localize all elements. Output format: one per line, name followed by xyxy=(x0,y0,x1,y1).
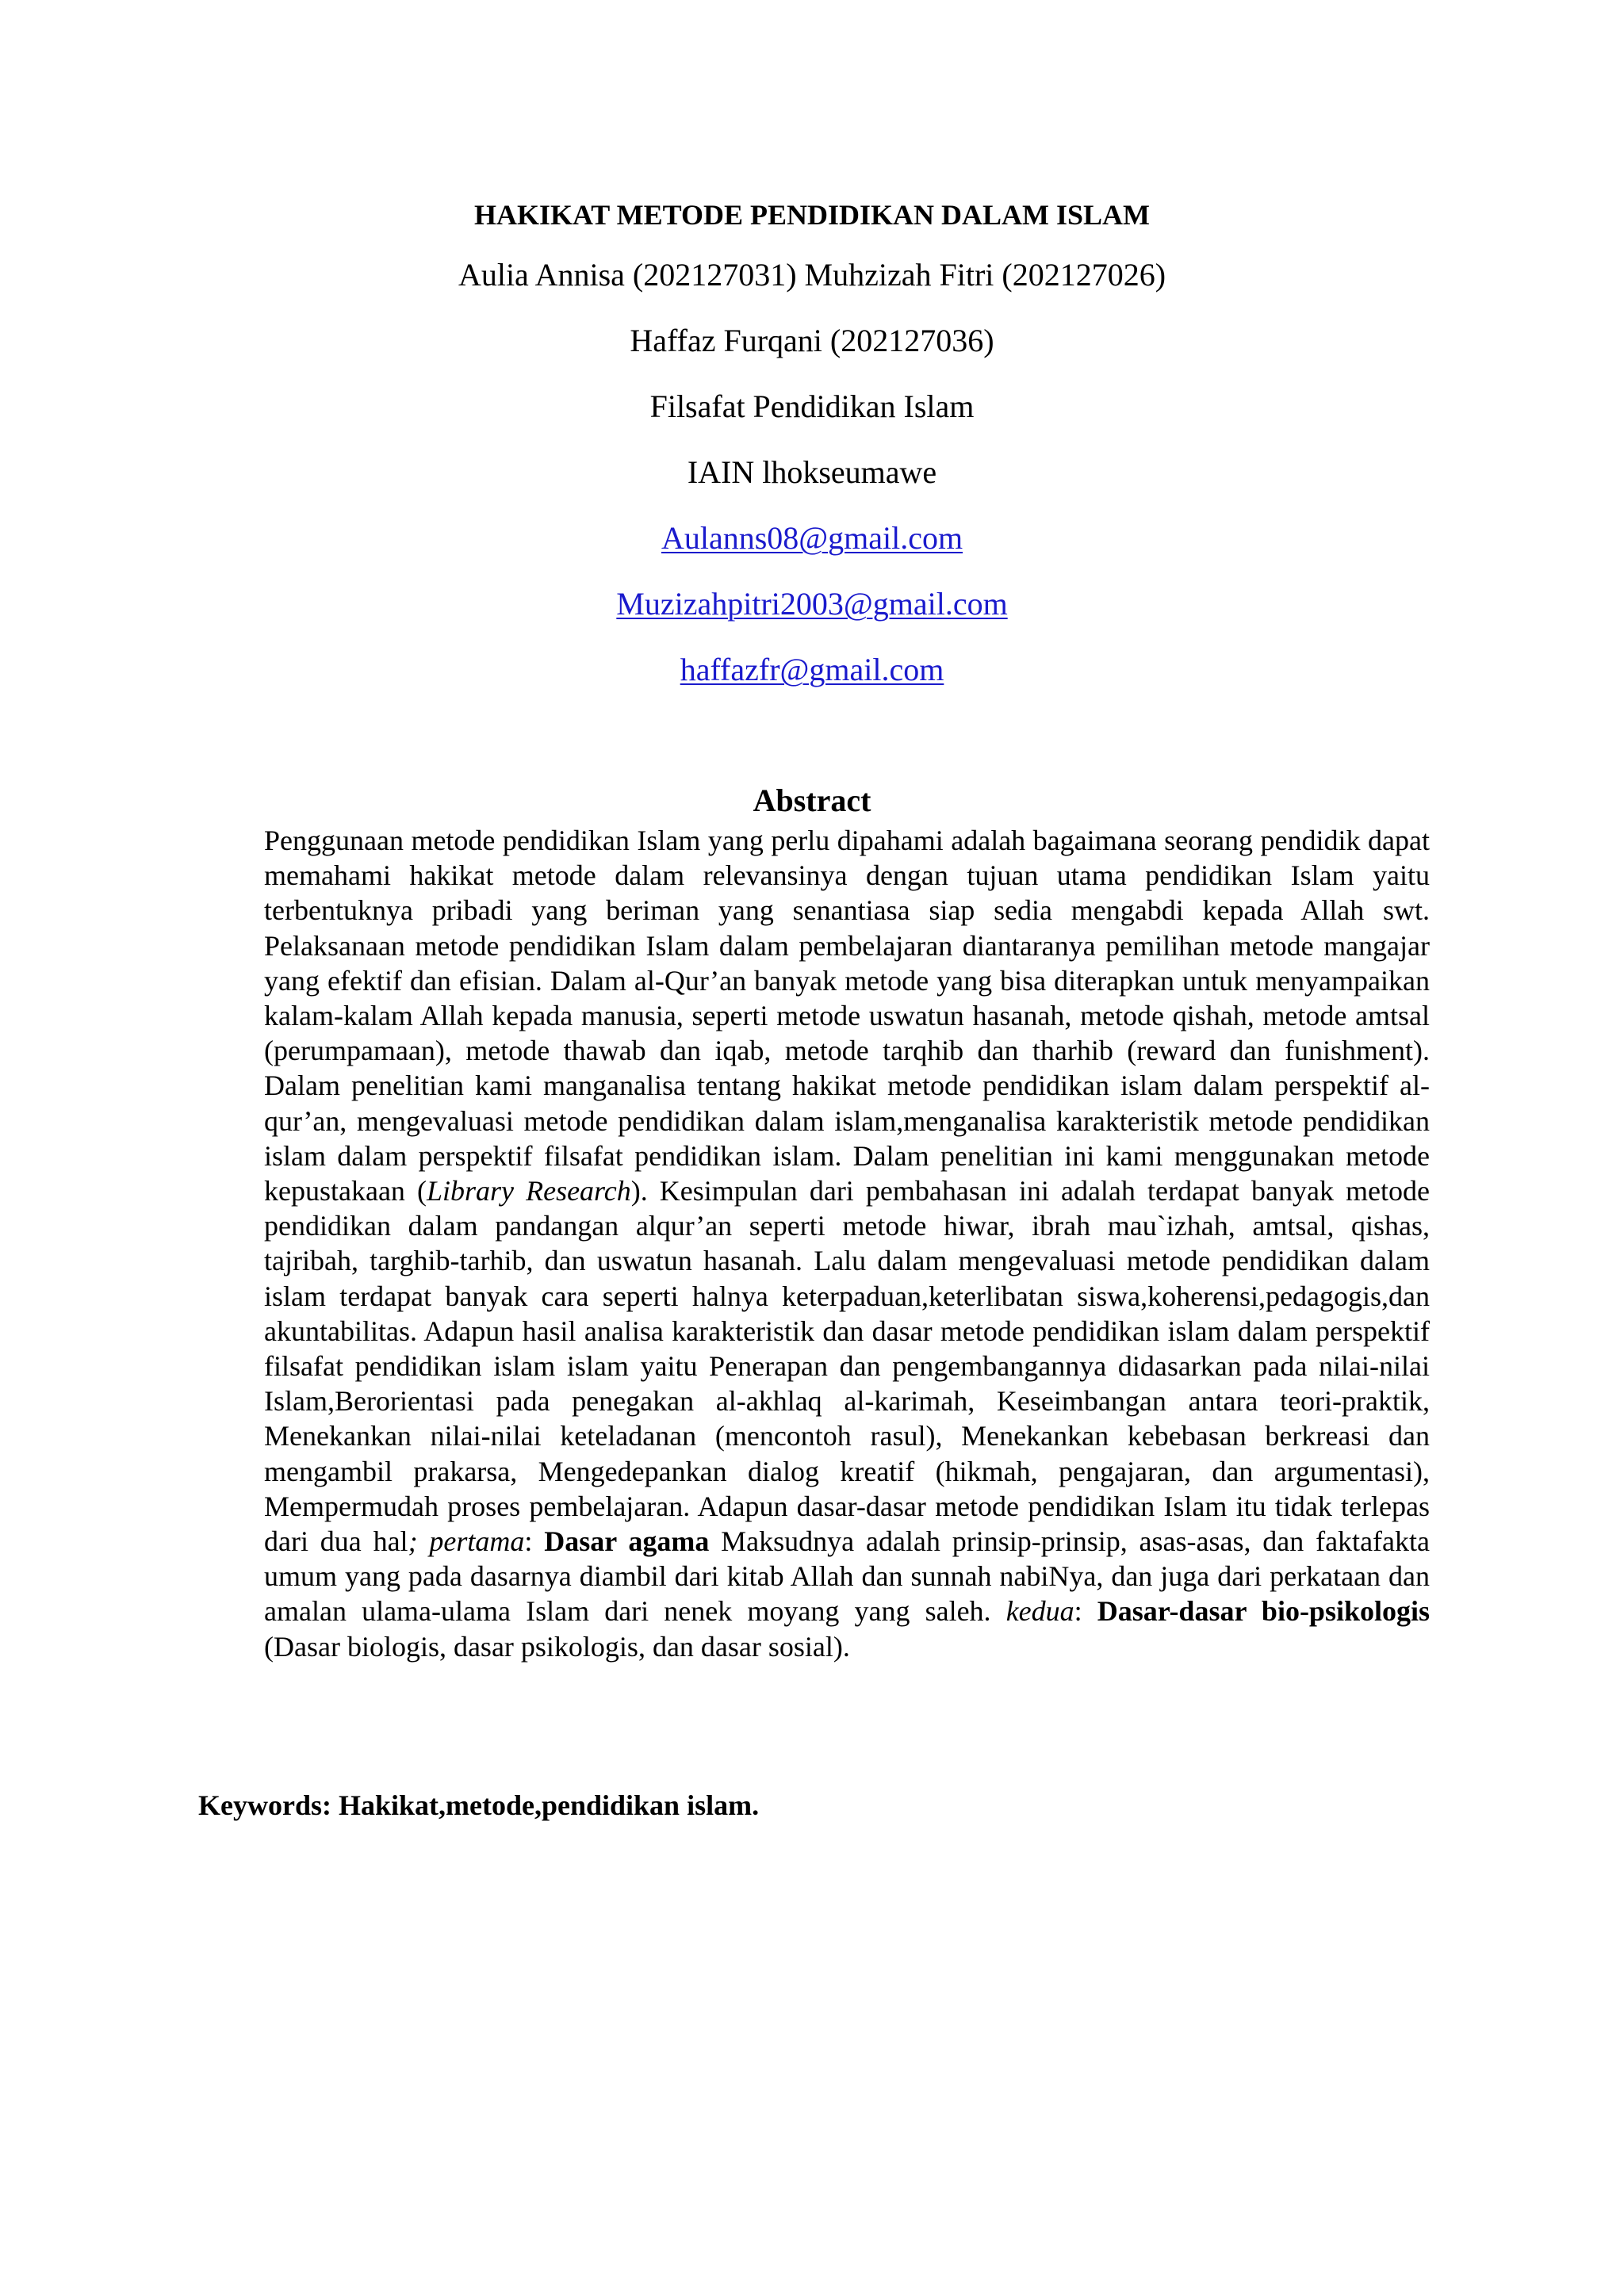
email-link-1[interactable]: Aulanns08@gmail.com xyxy=(661,520,963,556)
abstract-colon-1: : xyxy=(524,1525,545,1558)
abstract-italic-kedua: kedua xyxy=(1005,1595,1074,1628)
course-name: Filsafat Pendidikan Islam xyxy=(649,388,975,424)
email-link-3[interactable]: haffazfr@gmail.com xyxy=(680,652,944,687)
author-line-2: Haffaz Furqani (202127036) xyxy=(630,323,994,358)
email-row-2 xyxy=(0,583,1624,626)
keywords-line: Keywords: Hakikat,metode,pendidikan islam. xyxy=(198,1789,760,1821)
email-row-3 xyxy=(0,649,1624,691)
abstract-text-part-3: Maksudnya adalah prinsip-prinsip, asas-asas, dan faktafakta umum yang pada dasarnya diambil dari kitab Allah dan sunnah nabiNya, dan juga dari perkataan dan amalan ulama-ulama Islam dari nenek moyang yang saleh. xyxy=(264,1525,1430,1628)
email-link-2[interactable]: Muzizahpitri2003@gmail.com xyxy=(616,586,1008,622)
abstract-body xyxy=(264,823,1430,1664)
authors-line: Aulia Annisa (202127031) Muhzizah Fitri (202127026) xyxy=(458,257,1166,293)
institution-name: IAIN lhokseumawe xyxy=(687,454,937,490)
abstract-heading: Abstract xyxy=(753,783,871,818)
email-row-1 xyxy=(0,517,1624,560)
abstract-text-part-4: (Dasar biologis, dasar psikologis, dan dasar sosial). xyxy=(264,1630,850,1663)
abstract-text-part-1: Penggunaan metode pendidikan Islam yang perlu dipahami adalah bagaimana seorang pendidik dapat memahami hakikat metode dalam relevansinya dengan tujuan utama pendidikan Islam yaitu terbentuknya pribadi yang beriman yang senantiasa siap sedia mengabdi kepada Allah swt. Pelaksanaan metode pendidikan Islam dalam pembelajaran diantaranya pemilihan metode mangajar yang efektif dan efisian. Dalam al-Qur’an banyak metode yang bisa diterapkan untuk menyampaikan kalam-kalam Allah kepada manusia, seperti metode uswatun hasanah, metode qishah, metode amtsal (perumpamaan), metode thawab dan iqab, metode tarqhib dan tharhib (reward dan funishment). Dalam penelitian kami manganalisa tentang hakikat metode pendidikan islam dalam perspektif al-qur’an, mengevaluasi metode pendidikan dalam islam,menganalisa karakteristik metode pendidikan islam dalam perspektif filsafat pendidikan islam. Dalam penelitian ini kami menggunakan metode kepustakaan ( xyxy=(264,825,1430,1207)
abstract-italic-library-research: Library Research xyxy=(427,1175,631,1207)
abstract-bold-bio-psikologis: Dasar-dasar bio-psikologis xyxy=(1097,1595,1430,1628)
abstract-text-part-2: ). Kesimpulan dari pembahasan ini adalah terdapat banyak metode pendidikan dalam pandangan alqur’an seperti metode hiwar, ibrah mau`izhah, amtsal, qishas, tajribah, targhib-tarhib, dan uswatun hasanah. Lalu dalam mengevaluasi metode pendidikan dalam islam terdapat banyak cara seperti halnya keterpaduan,keterlibatan siswa,koherensi,pedagogis,dan akuntabilitas. Adapun hasil analisa karakteristik dan dasar metode pendidikan islam dalam perspektif filsafat pendidikan islam islam yaitu Penerapan dan pengembangannya didasarkan pada nilai-nilai Islam,Berorientasi pada penegakan al-akhlaq al-karimah, Keseimbangan antara teori-praktik, Menekankan nilai-nilai keteladanan (mencontoh rasul), Menekankan kebebasan berkreasi dan mengambil prakarsa, Mengedepankan dialog kreatif (hikmah, pengajaran, dan argumentasi), Mempermudah proses pembelajaran. Adapun dasar-dasar metode pendidikan Islam itu tidak terlepas dari dua hal xyxy=(264,1175,1430,1558)
paper-title: HAKIKAT METODE PENDIDIKAN DALAM ISLAM xyxy=(473,199,1151,231)
abstract-bold-dasar-agama: Dasar agama xyxy=(544,1525,710,1558)
abstract-colon-2: : xyxy=(1074,1595,1097,1628)
abstract-italic-pertama: ; pertama xyxy=(408,1525,525,1558)
